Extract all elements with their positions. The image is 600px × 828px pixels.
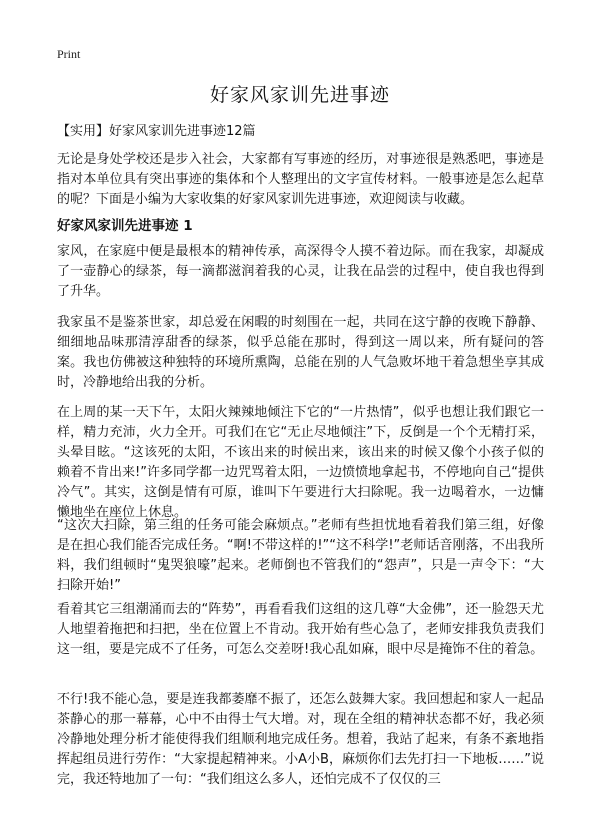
body-paragraph-2: 我家虽不是鉴茶世家，却总爱在闲暇的时刻围在一起，共同在这宁静的夜晚下静静、细细地品味那清淳甜香的绿茶，似乎总能在那时，得到这一周以来，所有疑问的答案。我也仿佛被这种独特的环境所熏陶，总能在别的人气急败坏地干着急想坐享其成时，冷静地给出我的分析。 [57, 315, 544, 390]
intro-paragraph: 无论是身处学校还是步入社会，大家都有写事迹的经历，对事迹很是熟悉吧，事迹是指对本单位具有突出事迹的集体和个人整理出的文字宣传材料。一般事迹是怎么起草的呢？下面是小编为大家收集的好家风家训先进事迹，欢迎阅读与收藏。 [57, 152, 544, 207]
body-paragraph-4: “这次大扫除，第三组的任务可能会麻烦点。”老师有些担忧地看着我们第三组，好像是在担心我们能否完成任务。“啊!不带这样的!”“这不科学!”老师话音刚落，不出我所料，我们组顿时“鬼哭狼嚎”起来。老师倒也不管我们的“怨声”，只是一声令下：“大扫除开始!” [57, 518, 544, 593]
body-paragraph-5: 看着其它三组潮涌而去的“阵势”，再看看我们这组的这几尊“大金佛”，还一脸怨天尤人地望着拖把和扫把，坐在位置上不肯动。我开始有些心急了，老师安排我负责我们这一组，要是完成不了任务，可怎么交差呀!我心乱如麻，眼中尽是掩饰不住的着急。 [57, 602, 544, 657]
body-paragraph-1: 家风，在家庭中便是最根本的精神传承，高深得令人摸不着边际。而在我家，却凝成了一壶静心的绿茶，每一滴都滋润着我的心灵，让我在品尝的过程中，使自我也得到了升华。 [57, 244, 544, 299]
body-paragraph-3: 在上周的某一天下午，太阳火辣辣地倾注下它的“一片热情”，似乎也想让我们跟它一样，精力充沛，火力全开。可我们在它“无止尽地倾注”下，反倒是一个个无精打采，头晕目眩。“这该死的太阳，不该出来的时候出来，该出来的时候又像个小孩子似的赖着不肯出来!”许多同学都一边咒骂着太阳，一边愤愤地拿起书，不停地向自己“提供冷气”。其实，这倒是情有可原，谁叫下午要进行大扫除呢。我一边喝着水，一边慵懒地坐在座位上休息。 [57, 405, 544, 520]
body-paragraph-6: 不行!我不能心急，要是连我都萎靡不振了，还怎么鼓舞大家。我回想起和家人一起品茶静心的那一幕幕，心中不由得士气大增。对，现在全组的精神状态都不好，我必须冷静地处理分析才能使得我们组顺利地完成任务。想着，我站了起来，有条不紊地指挥起组员进行劳作：“大家提起精神来。小A小B，麻烦你们去先打扫一下地板……”说完，我还特地加了一句：“我们组这么多人，还怕完成不了仅仅的三 [57, 692, 544, 787]
document-title: 好家风家训先进事迹 [209, 84, 390, 106]
section-heading: 好家风家训先进事迹 1 [57, 218, 193, 234]
document-subtitle: 【实用】好家风家训先进事迹12篇 [57, 124, 256, 139]
print-label: Print [57, 47, 81, 61]
